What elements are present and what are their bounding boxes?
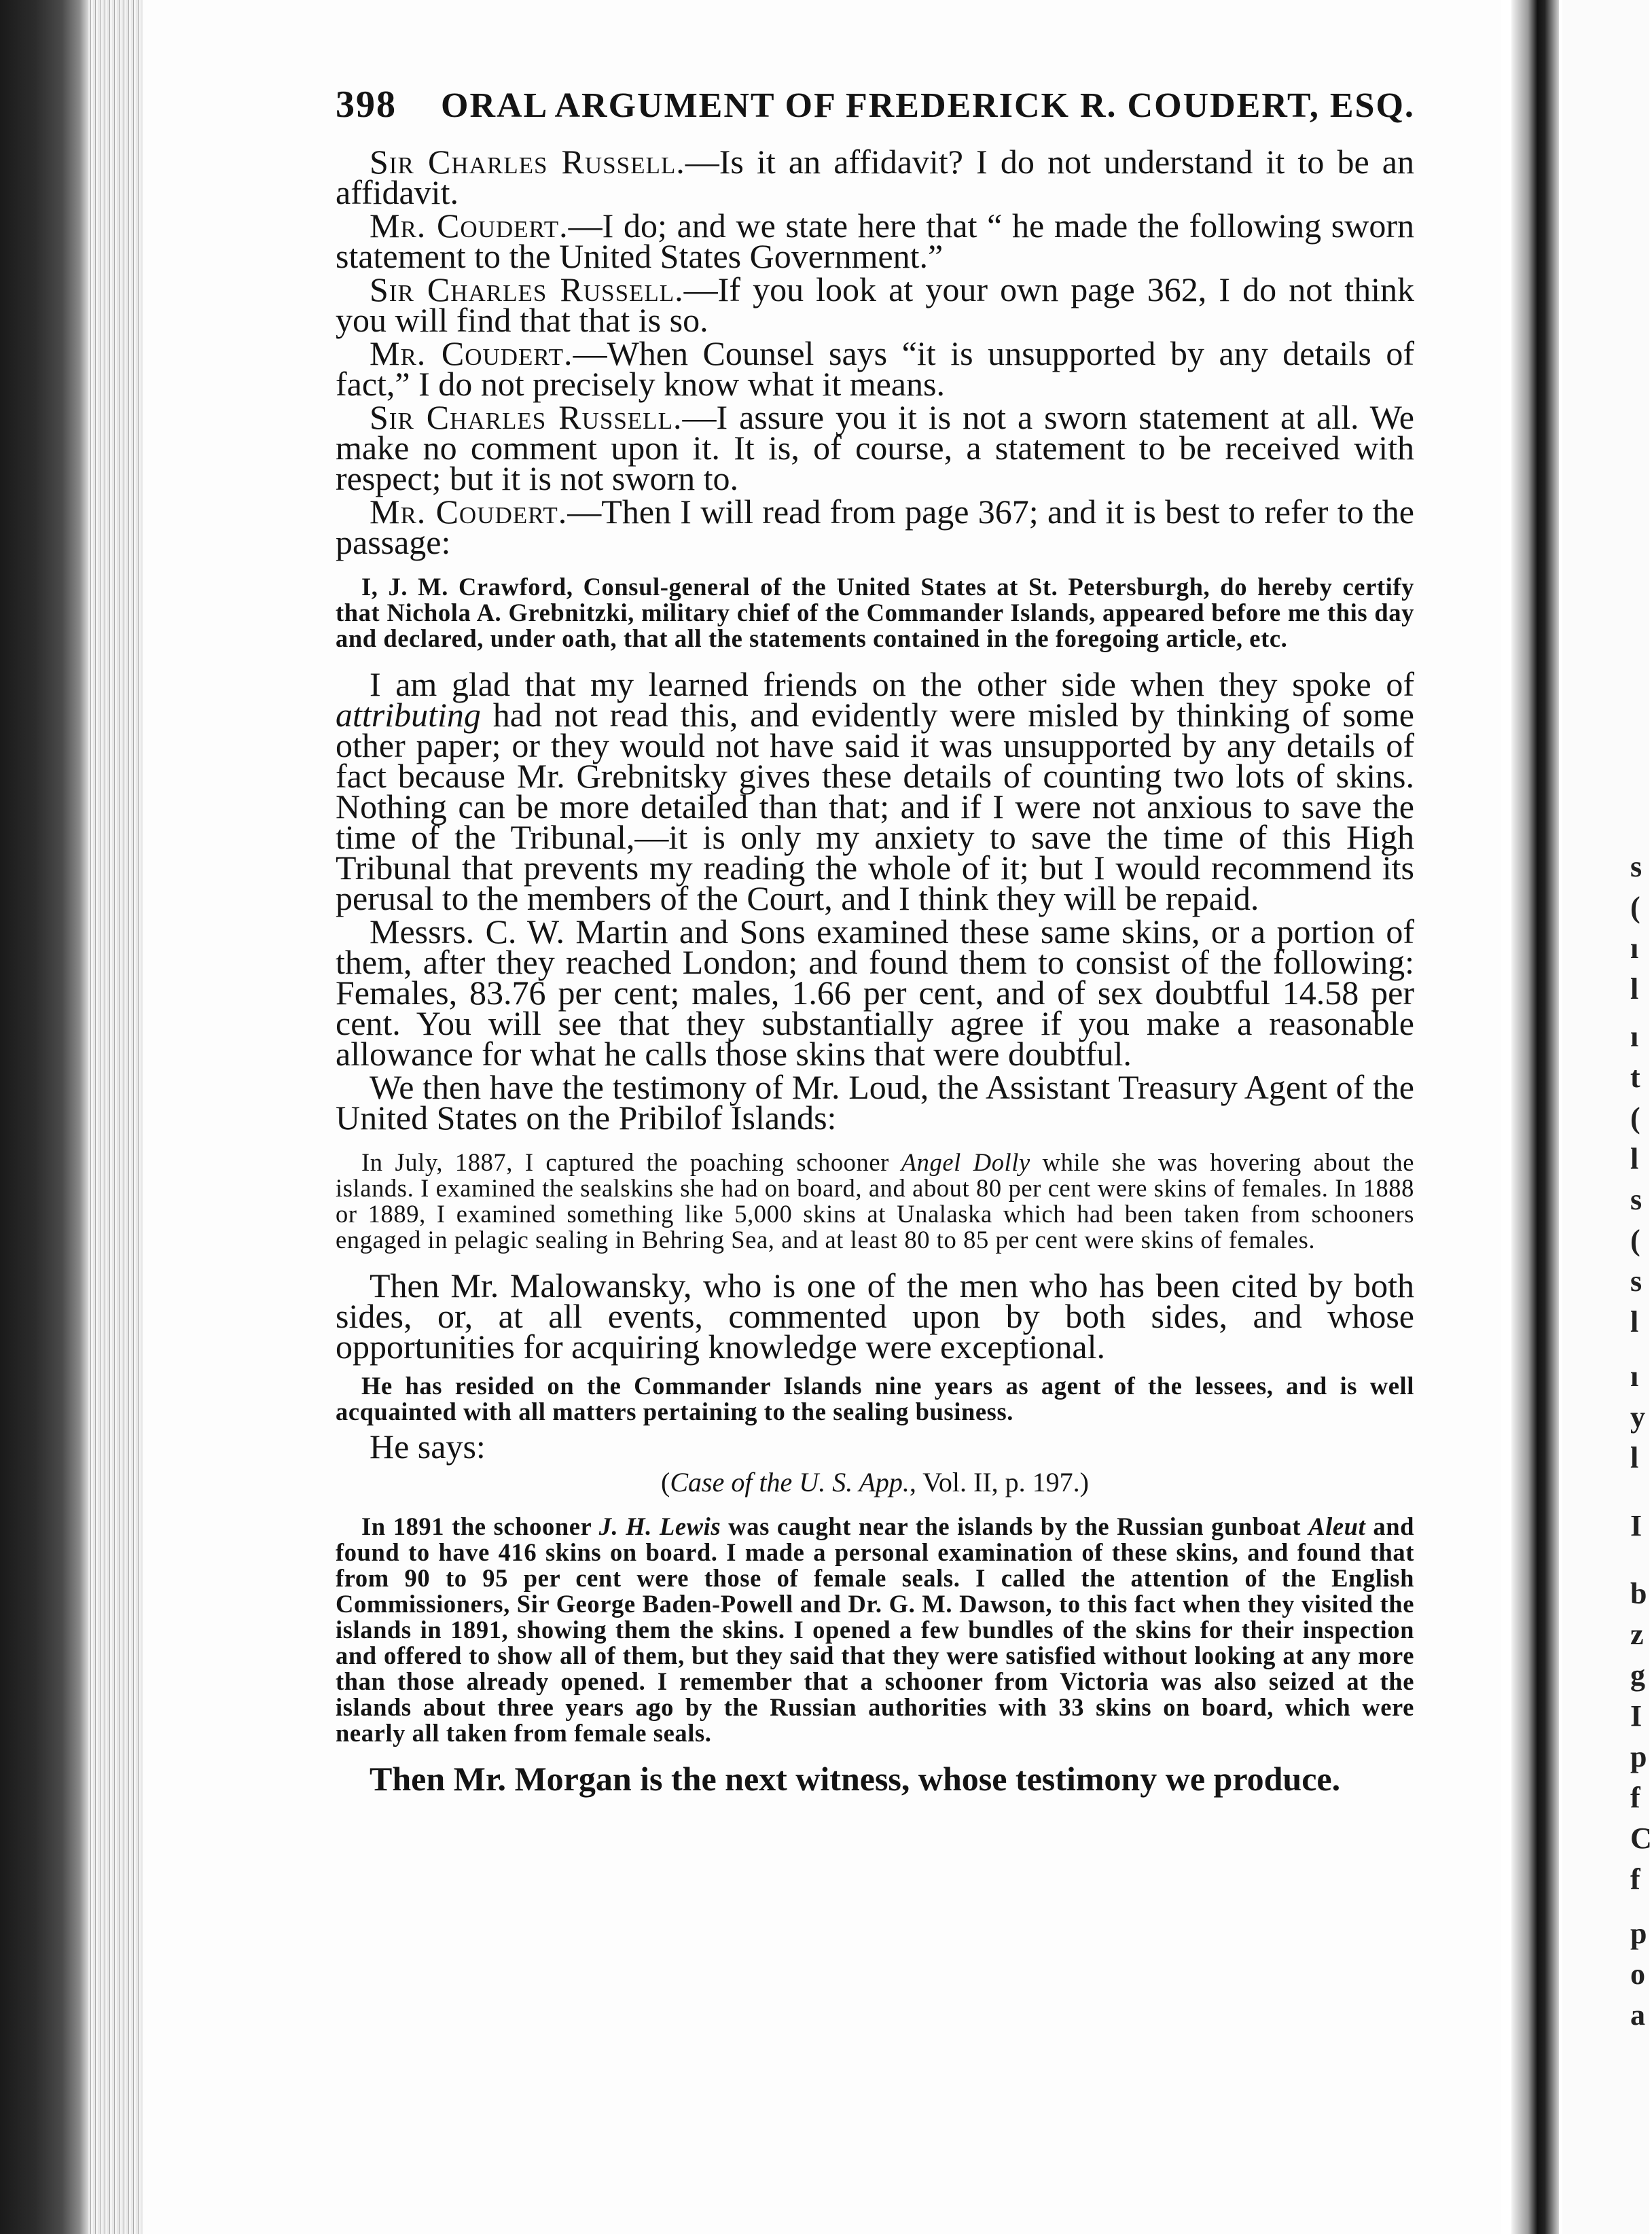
speech: —I do; and we state here that “ he made the following sworn statement to the United States Government.” xyxy=(336,207,1414,275)
text-run: was caught near the islands by the Russian gunboat xyxy=(721,1512,1309,1540)
quoted-extract xyxy=(336,1514,1414,1746)
text-run: while she was hovering about the islands. I examined the sealskins she had on board, and about 80 per cent were skins of females. In 1888 or 1889, I examined something like 5,000 skins at Unalaska which had been taken from schooners engaged in pelagic sealing in Behring Sea, and at least 80 to 85 per cent were skins of females. xyxy=(336,1148,1414,1254)
speaker: Mr. Coudert. xyxy=(370,334,573,372)
opposite-page-letter: ( xyxy=(1630,1224,1640,1257)
quoted-extract: He has resided on the Commander Islands nine years as agent of the lessees, and is well acquainted with all matters pertaining to the sealing business. xyxy=(336,1372,1414,1425)
speaker: Sir Charles Russell. xyxy=(370,143,685,181)
speech: —If you look at your own page 362, I do not think you will find that that is so. xyxy=(336,270,1414,339)
opposite-page-letter: y xyxy=(1630,1400,1645,1434)
text-run: had not read this, and evidently were misled by thinking of some other paper; or they would not have said it was unsupported by any details of fact because Mr. Grebnitsky gives these details of counting two lots of skins. Nothing can be more detailed than that; and if I were not anxious to save the time of the Tribunal,—it is only my anxiety to save the time of this High Tribunal that prevents my reading the whole of it; but I would recommend its perusal to the members of the Court, and I think they will be repaid. xyxy=(336,696,1414,917)
opposite-page-letter: ( xyxy=(1630,891,1640,924)
speaker: Sir Charles Russell. xyxy=(370,398,683,436)
opposite-page-letter: I xyxy=(1630,1509,1642,1542)
opposite-page-letter: ı xyxy=(1630,1360,1639,1393)
text-run: , Vol. II, p. 197.) xyxy=(909,1467,1089,1497)
opposite-page-letter: s xyxy=(1630,1183,1642,1216)
opposite-page-letter: l xyxy=(1630,1142,1639,1175)
quoted-extract xyxy=(336,1150,1414,1253)
paragraph xyxy=(336,398,1414,497)
speech: —Then I will read from page 367; and it is best to refer to the passage: xyxy=(336,493,1415,561)
opposite-page-letter: b xyxy=(1630,1577,1647,1610)
page-edges xyxy=(88,0,143,2234)
opposite-page-letter: g xyxy=(1630,1659,1645,1692)
quoted-extract: I, J. M. Crawford, Consul-general of the United States at St. Petersburgh, do hereby certify that Nichola A. Grebnitzki, military chief of the Commander Islands, appeared before me this day and declared, under oath, that all the statements contained in the foregoing article, etc. xyxy=(336,573,1414,652)
italic-run: J. H. Lewis xyxy=(598,1512,721,1540)
speaker: Mr. Coudert. xyxy=(370,207,569,245)
citation xyxy=(336,1468,1414,1497)
text-run: I am glad that my learned friends on the other side when they spoke of xyxy=(370,665,1414,703)
opposite-page-letter: ı xyxy=(1630,932,1639,965)
opposite-page-letter: o xyxy=(1630,1957,1645,1991)
opposite-page-letter: C xyxy=(1630,1822,1652,1855)
running-title: ORAL ARGUMENT OF FREDERICK R. COUDERT, ESQ. xyxy=(441,86,1415,125)
opposite-page-letter: s xyxy=(1630,1264,1642,1298)
binding-gutter xyxy=(0,0,88,2234)
opposite-page-letter: p xyxy=(1630,1917,1647,1950)
speech: —I assure you it is not a sworn statement at all. We make no comment upon it. It is, of course, a statement to be received with respect; but it is not sworn to. xyxy=(336,398,1414,497)
binding-fold xyxy=(1511,0,1559,2234)
opposite-page-letter: f xyxy=(1630,1781,1640,1814)
paragraph xyxy=(336,665,1414,917)
paragraph xyxy=(336,207,1414,275)
opposite-page-letter: ı xyxy=(1630,1020,1639,1053)
paragraph: He says: xyxy=(370,1428,486,1466)
paragraph xyxy=(336,143,1414,211)
paragraph: Then Mr. Malowansky, who is one of the men who has been cited by both sides, or, at all events, commented upon by both sides, and whose opportunities for acquiring knowledge were exceptional. xyxy=(336,1266,1414,1366)
paragraph xyxy=(336,334,1415,403)
text-run: In July, 1887, I captured the poaching schooner xyxy=(361,1148,901,1176)
paragraph: Messrs. C. W. Martin and Sons examined these same skins, or a portion of them, after they reached London; and found them to consist of the following: Females, 83.76 per cent; males, 1.66 per cent, and of sex doubtful 14.58 per cent. You will see that they substantially agree if you make a reasonable allowance for what he calls those skins that were doubtful. xyxy=(336,912,1414,1073)
opposite-page-letter: ( xyxy=(1630,1101,1640,1135)
text-run: In 1891 the schooner xyxy=(361,1512,599,1540)
opposite-page-letter: t xyxy=(1630,1061,1640,1094)
italic-run: attributing xyxy=(336,696,481,734)
paragraph xyxy=(336,493,1415,561)
paragraph: We then have the testimony of Mr. Loud, the Assistant Treasury Agent of the United States on the Pribilof Islands: xyxy=(336,1068,1414,1137)
opposite-page-letter: s xyxy=(1630,850,1642,883)
speech: —Is it an affidavit? I do not understand it to be an affidavit. xyxy=(336,143,1414,211)
italic-run: Case of the U. S. App. xyxy=(670,1467,910,1497)
opposite-page-letter: l xyxy=(1630,1305,1639,1338)
running-header xyxy=(336,83,1422,126)
speech: —When Counsel says “it is unsupported by any details of fact,” I do not precisely know what it means. xyxy=(336,334,1415,403)
text-run: and found to have 416 skins on board. I made a personal examination of these skins, and found that from 90 to 95 per cent were those of female seals. I called the attention of the English Commissioners, Sir George Baden-Powell and Dr. G. M. Dawson, to this fact when they visited the islands in 1891, showing them the skins. I opened a few bundles of the skins for their inspection and offered to show all of them, but they said that they were satisfied without looking at any more than those already opened. I remember that a schooner from Victoria was also seized at the islands about three years ago by the Russian authorities with 33 skins on board, which were nearly all taken from female seals. xyxy=(336,1512,1415,1747)
paragraph xyxy=(336,270,1414,339)
opposite-page-letter: l xyxy=(1630,972,1639,1006)
opposite-page-letter: f xyxy=(1630,1862,1640,1896)
opposite-page-letter: p xyxy=(1630,1740,1647,1773)
opposite-page-letter: l xyxy=(1630,1441,1639,1474)
italic-run: Angel Dolly xyxy=(901,1148,1030,1176)
opposite-page-strip xyxy=(1562,0,1652,2234)
speaker: Mr. Coudert. xyxy=(370,493,568,531)
paragraph: Then Mr. Morgan is the next witness, whose testimony we produce. xyxy=(370,1760,1341,1798)
speaker: Sir Charles Russell. xyxy=(370,270,684,308)
opposite-page-letter: a xyxy=(1630,1998,1645,2032)
italic-run: Aleut xyxy=(1308,1512,1366,1540)
page-content xyxy=(336,143,1415,1798)
page-number: 398 xyxy=(336,84,397,126)
text-run: ( xyxy=(661,1467,670,1497)
opposite-page-letter: I xyxy=(1630,1699,1642,1733)
opposite-page-letter: z xyxy=(1630,1618,1644,1651)
